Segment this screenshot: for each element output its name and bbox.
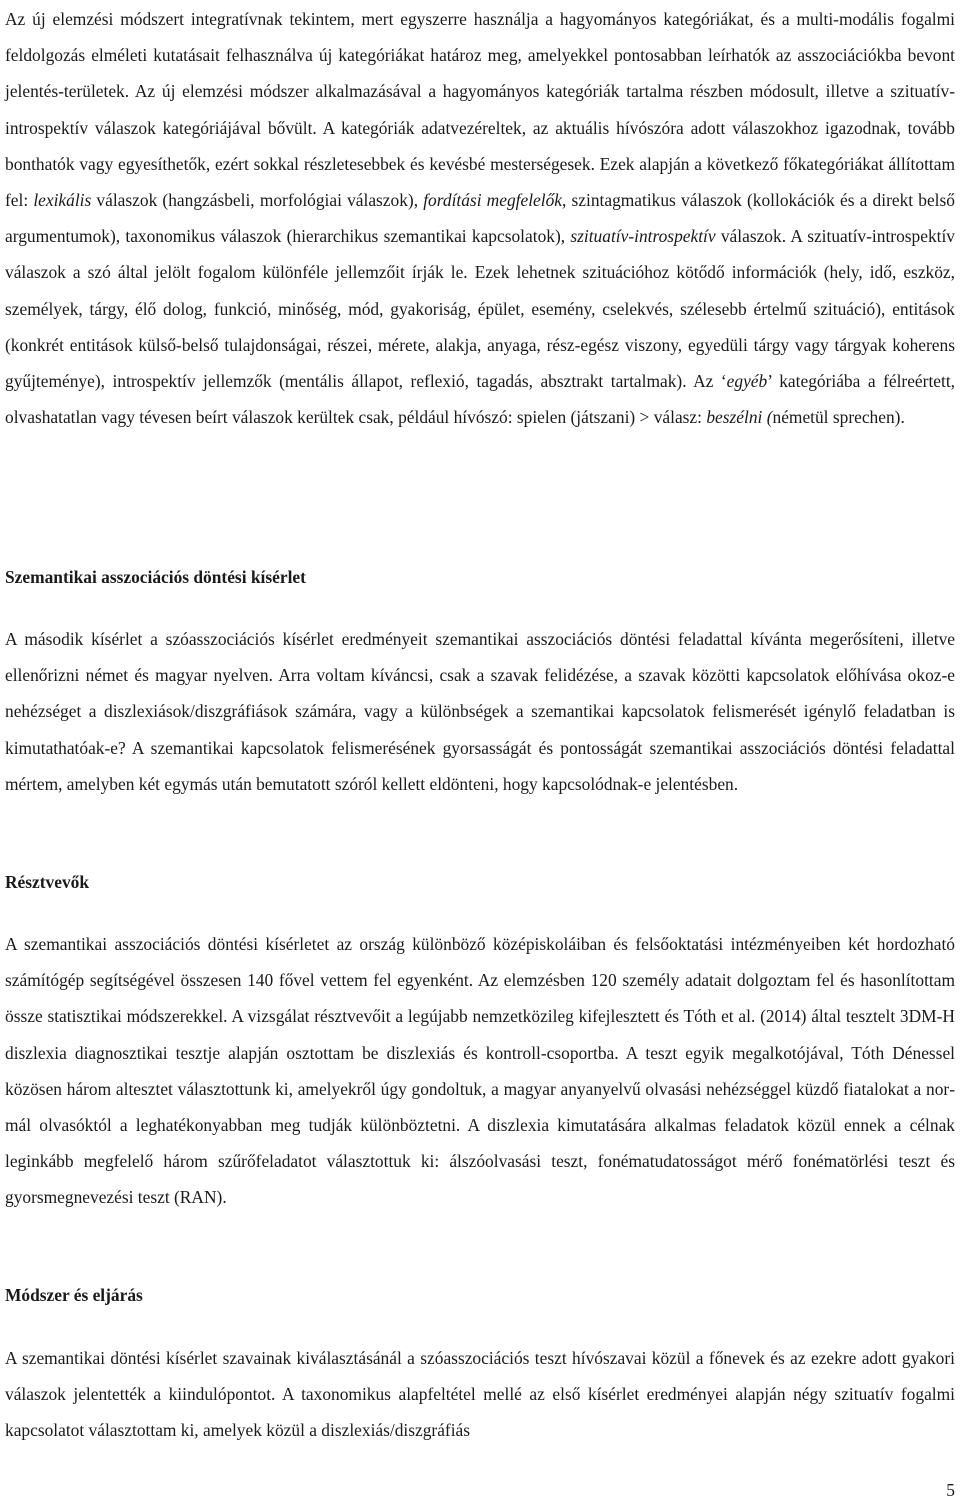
italic-run: fordítási megfelelők bbox=[423, 190, 562, 211]
text-run: , szintagmatikus válaszok (kollokációk és a direkt belső argumentumok), taxonomikus válaszok (hierarchikus szemantikai kapcsolatok), bbox=[5, 190, 955, 247]
paragraph bbox=[5, 1, 955, 435]
paragraph bbox=[5, 1340, 955, 1449]
italic-run: lexikális bbox=[33, 190, 92, 211]
text-run: ’ kategóriába a félreértett, olvashatatlan vagy tévesen beírt válaszok kerültek csak, például hívószó: spielen (játszani) > válasz: bbox=[5, 371, 956, 428]
text-run: A szemantikai asszociációs döntési kísérletet az ország különböző középiskoláiban és felsőoktatási intézményeiben két hordozható számítógép segítségével összesen 140 fővel vettem fel egyenként. Az elemzésben 120 személy adatait dolgoztam fel és hasonlítottam össze statisztikai módszerekkel. A vizsgálat résztvevőit a legújabb nemzetközileg kifejlesztett és Tóth et al. (2014) által tesztelt 3DM-H diszlexia diagnosztikai tesztje alapján osztottam be diszlexiás és kontroll-csoportba. A teszt egyik megalkotójával, Tóth Dénessel közösen három altesztet választottunk ki, amelyekről úgy gondoltuk, a magyar anyanyelvű olvasási nehézséggel küzdő fiatalokat a normál olvasóktól a leghatékonyabban meg tudják különböztetni. A diszlexia kimutatására alkalmas feladatok közül ennek a célnak leginkább megfelelő három szűrőfeladatot választottuk ki: álszóolvasási teszt, fonématudatosságot mérő fonématörlési teszt és gyorsmegnevezési teszt (RAN). bbox=[5, 934, 955, 1208]
italic-run: beszélni ( bbox=[706, 407, 773, 428]
text-run: A második kísérlet a szóasszociációs kísérlet eredményeit szemantikai asszociációs döntési feladattal kívánta megerősíteni, illetve ellenőrizni német és magyar nyelven. Arra voltam kíváncsi, csak a szavak felidézése, a szavak közötti kapcsolatok előhívása okoz-e nehézséget a diszlexiások/diszgráfiások számára, vagy a különbségek a szemantikai kapcsolatok felismerését igénylő feladatban is kimutathatóak-e? A szemantikai kapcsolatok felismerésének gyorsasságát és pontosságát szemantikai asszociációs döntési feladattal mértem, amelyben két egymás után bemutatott szóról kellett eldönteni, hogy kapcsolódnak-e jelentésben. bbox=[5, 629, 955, 794]
paragraph bbox=[5, 621, 955, 802]
paragraph bbox=[5, 926, 955, 1216]
text-run: Az új elemzési módszert integratívnak tekintem, mert egyszerre használja a hagyományos kategóriákat, és a multi-modális fogalmi feldolgozás elméleti kutatásait felhasználva új kategóriákat határoz meg, amelyekkel pontosabban leírhatók az asszociációkba bevont jelentés-területek. Az új elemzési módszer alkalmazásával a hagyományos kategóriák tartalma részben módosult, illetve a szituatív-introspektív válaszok kategóriájával bővült. A kategóriák adatvezéreltek, az aktuális hívószóra adott válaszokhoz igazodnak, tovább bonthatók vagy egyesíthetők, ezért sokkal részletesebbek és kevésbé mesterségesek. Ezek alapján a következő főkategóriákat állítottam fel: bbox=[5, 9, 955, 211]
section-heading: Szemantikai asszociációs döntési kísérlet bbox=[5, 567, 306, 587]
italic-run: szituatív-introspektív bbox=[570, 226, 716, 247]
italic-run: egyéb bbox=[726, 371, 768, 392]
section-heading: Módszer és eljárás bbox=[5, 1285, 143, 1305]
text-run: válaszok (hangzásbeli, morfológiai válaszok), bbox=[91, 190, 424, 211]
section-heading: Résztvevők bbox=[5, 872, 90, 892]
text-run: németül sprechen). bbox=[772, 407, 905, 428]
page-number: 5 bbox=[946, 1480, 955, 1500]
text-run: A szemantikai döntési kísérlet szavainak kiválasztásánál a szóasszociációs teszt hívószavai közül a főnevek és az ezekre adott gyakori válaszok jelentették a kiindulópontot. A taxonomikus alapfeltétel mellé az első kísérlet eredményei alapján négy szituatív fogalmi kapcsolatot választottam ki, amelyek közül a diszlexiás/diszgráfiás bbox=[5, 1348, 955, 1441]
text-run: válaszok. A szituatív-introspektív válaszok a szó által jelölt fogalom különféle jellemzőit írják le. Ezek lehetnek szituációhoz kötődő információk (hely, idő, eszköz, személyek, tárgy, élő dolog, funkció, minőség, mód, gyakoriság, épület, esemény, cselekvés, szélesebb értelmű szituáció), entitások (konkrét entitások külső-belső tulajdonságai, részei, mérete, alakja, anyaga, rész-egész viszony, egyedüli tárgy vagy tárgyak koherens gyűjteménye), introspektív jellemzők (mentális állapot, reflexió, tagadás, absztrakt tartalmak). Az ‘ bbox=[5, 226, 955, 392]
